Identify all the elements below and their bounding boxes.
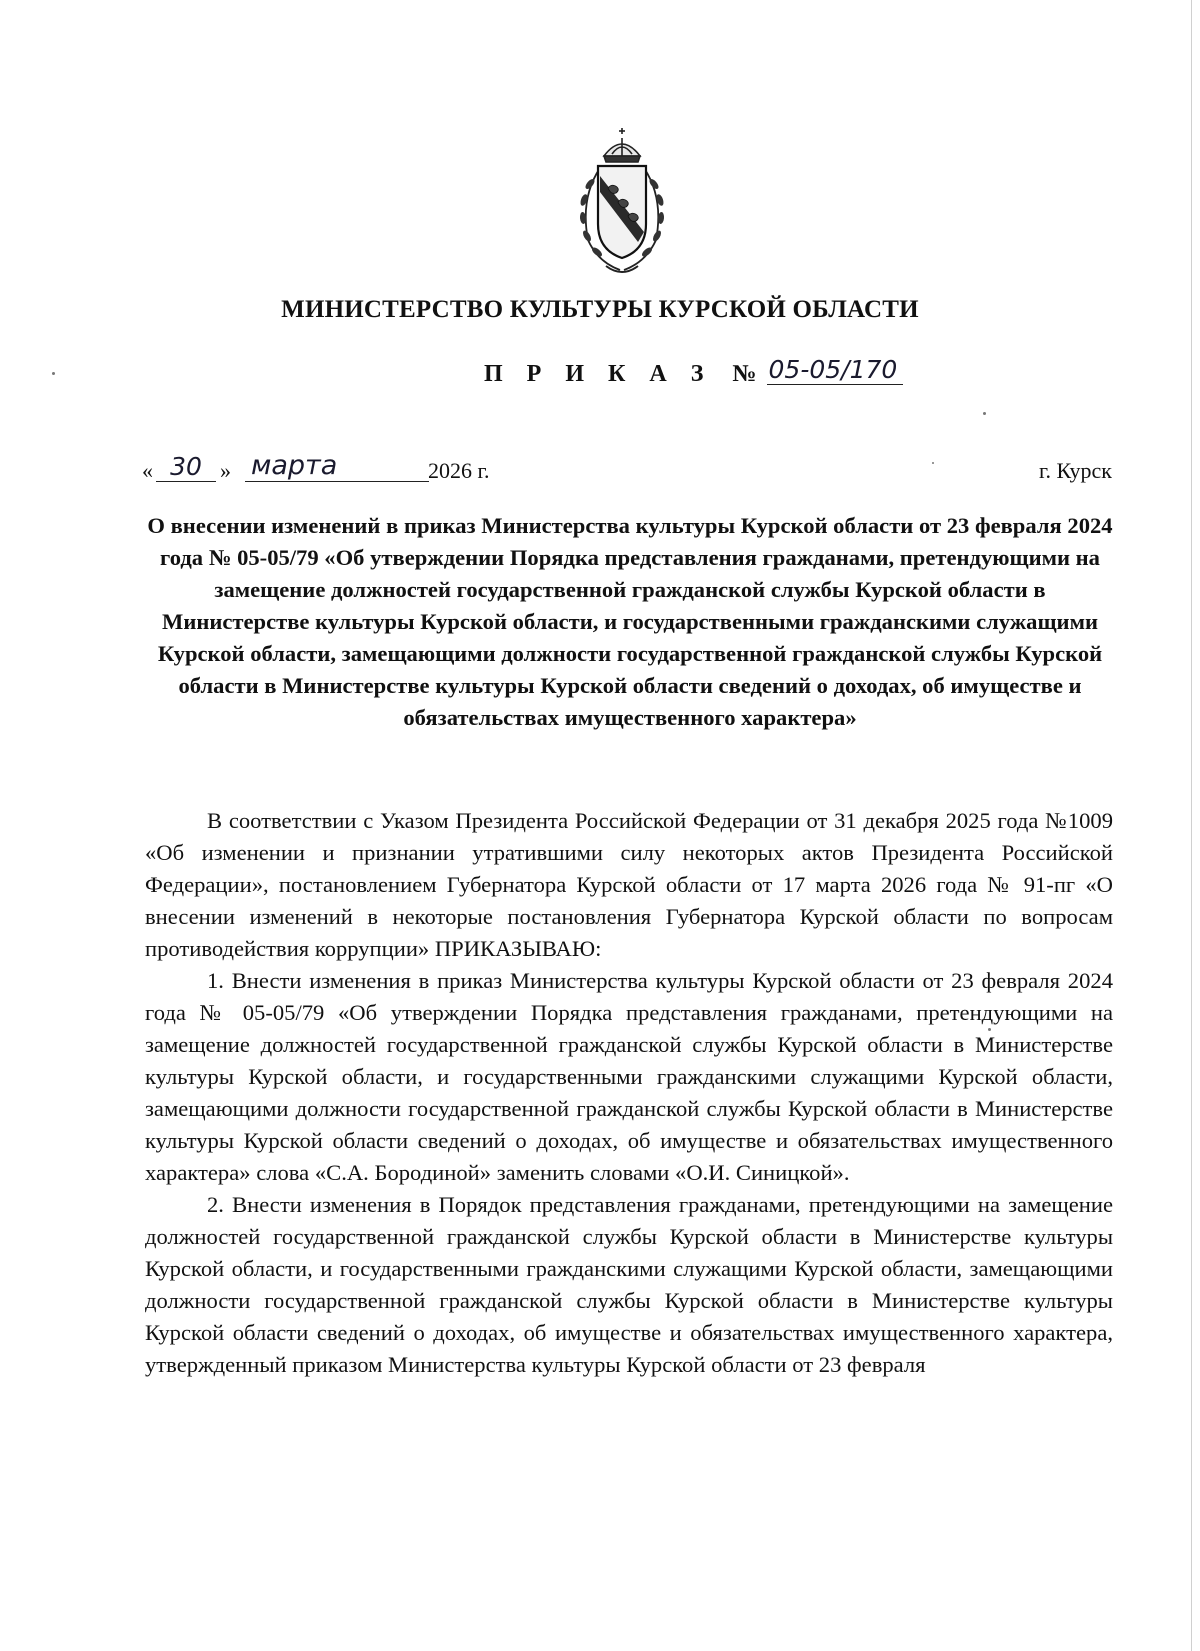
order-word: П Р И К А З <box>484 361 713 387</box>
scan-speck <box>988 1028 991 1031</box>
ministry-name: МИНИСТЕРСТВО КУЛЬТУРЫ КУРСКОЙ ОБЛАСТИ <box>281 296 919 323</box>
scan-speck <box>983 412 986 415</box>
city: г. Курск <box>1038 458 1112 483</box>
order-number: 05-05/170 <box>767 355 904 385</box>
date-day: 30 <box>156 452 216 482</box>
date-month: марта <box>245 450 429 482</box>
date-year: 2026 г. <box>428 458 490 483</box>
coat-of-arms-icon <box>570 128 674 280</box>
date-row <box>142 452 1112 492</box>
date-quote-open: « <box>142 458 153 483</box>
document-body <box>145 805 1113 1381</box>
scan-speck <box>52 372 55 375</box>
item-1-paragraph: 1. Внести изменения в приказ Министерства культуры Курской области от 23 февраля 2024 года № 05-05/79 «Об утверждении Порядка представления гражданами, претендующими на замещение должностей государственной гражданской службы Курской области в Министерстве культуры Курской области, и государственными гражданскими служащими Курской области, замещающими должности государственной гражданской службы Курской области в Министерстве культуры Курской области сведений о доходах, об имуществе и обязательствах имущественного характера» слова «С.А. Бородиной» заменить словами «О.И. Синицкой». <box>145 968 1113 1185</box>
document-title: О внесении изменений в приказ Министерства культуры Курской области от 23 февраля 2024 года № 05-05/79 «Об утверждении Порядка представления гражданами, претендующими на замещение должностей государственной гражданской службы Курской области в Министерстве культуры Курской области, и государственными гражданскими служащими Курской области, замещающими должности государственной гражданской службы Курской области в Министерстве культуры Курской области сведений о доходах, об имуществе и обязательствах имущественного характера» <box>147 513 1113 730</box>
number-sign: № <box>732 361 757 387</box>
item-2-paragraph: 2. Внести изменения в Порядок представления гражданами, претендующими на замещение должностей государственной гражданской службы Курской области в Министерстве культуры Курской области, и государственными гражданскими служащими Курской области, замещающими должности государственной гражданской службы Курской области в Министерстве культуры Курской области сведений о доходах, об имуществе и обязательствах имущественного характера, утвержденный приказом Министерства культуры Курской области от 23 февраля <box>145 1192 1113 1377</box>
date-quote-close: » <box>220 458 231 483</box>
preamble-paragraph: В соответствии с Указом Президента Российской Федерации от 31 декабря 2025 года №1009 «Об изменении и признании утратившими силу некоторых актов Президента Российской Федерации», постановлением Губернатора Курской области от 17 марта 2026 года № 91-пг «О внесении изменений в некоторые постановления Губернатора Курской области по вопросам противодействия коррупции» ПРИКАЗЫВАЮ: <box>145 808 1113 961</box>
scan-speck <box>932 462 934 464</box>
scan-edge-line <box>1191 0 1192 1651</box>
order-heading <box>484 355 899 388</box>
